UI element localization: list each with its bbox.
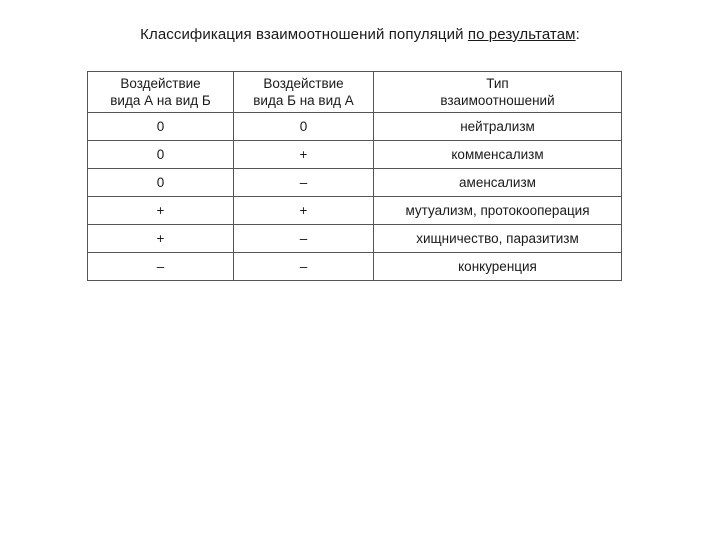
title-underlined-text: по результатам (467, 26, 576, 43)
cell-type: конкуренция (374, 253, 622, 281)
table-header-row (88, 72, 622, 113)
header-line: взаимоотношений (440, 93, 555, 108)
cell-effect-b: – (234, 253, 374, 281)
table-row (88, 113, 622, 141)
cell-type: аменсализм (374, 169, 622, 197)
cell-effect-b: + (234, 141, 374, 169)
table-row (88, 141, 622, 169)
cell-effect-a: 0 (88, 141, 234, 169)
cell-type: хищничество, паразитизм (374, 225, 622, 253)
table-row (88, 169, 622, 197)
table-row (88, 225, 622, 253)
cell-type: мутуализм, протокооперация (374, 197, 622, 225)
table-row (88, 197, 622, 225)
title-text: Классификация взаимоотношений популяций (140, 26, 468, 43)
header-effect-b-on-a (234, 72, 374, 113)
table-row (88, 253, 622, 281)
header-line: Тип (486, 76, 509, 91)
relationships-table (87, 71, 622, 281)
header-line: вида Б на вид А (253, 93, 354, 108)
cell-effect-a: + (88, 225, 234, 253)
cell-effect-b: – (234, 169, 374, 197)
cell-effect-b: + (234, 197, 374, 225)
cell-effect-b: 0 (234, 113, 374, 141)
cell-effect-a: + (88, 197, 234, 225)
header-line: вида А на вид Б (110, 93, 211, 108)
title-colon: : (575, 26, 580, 43)
page-title (0, 26, 720, 43)
cell-effect-a: 0 (88, 169, 234, 197)
cell-type: нейтрализм (374, 113, 622, 141)
header-relationship-type (374, 72, 622, 113)
header-line: Воздействие (263, 76, 344, 91)
cell-effect-b: – (234, 225, 374, 253)
header-line: Воздействие (120, 76, 201, 91)
header-effect-a-on-b (88, 72, 234, 113)
cell-effect-a: – (88, 253, 234, 281)
cell-type: комменсализм (374, 141, 622, 169)
cell-effect-a: 0 (88, 113, 234, 141)
